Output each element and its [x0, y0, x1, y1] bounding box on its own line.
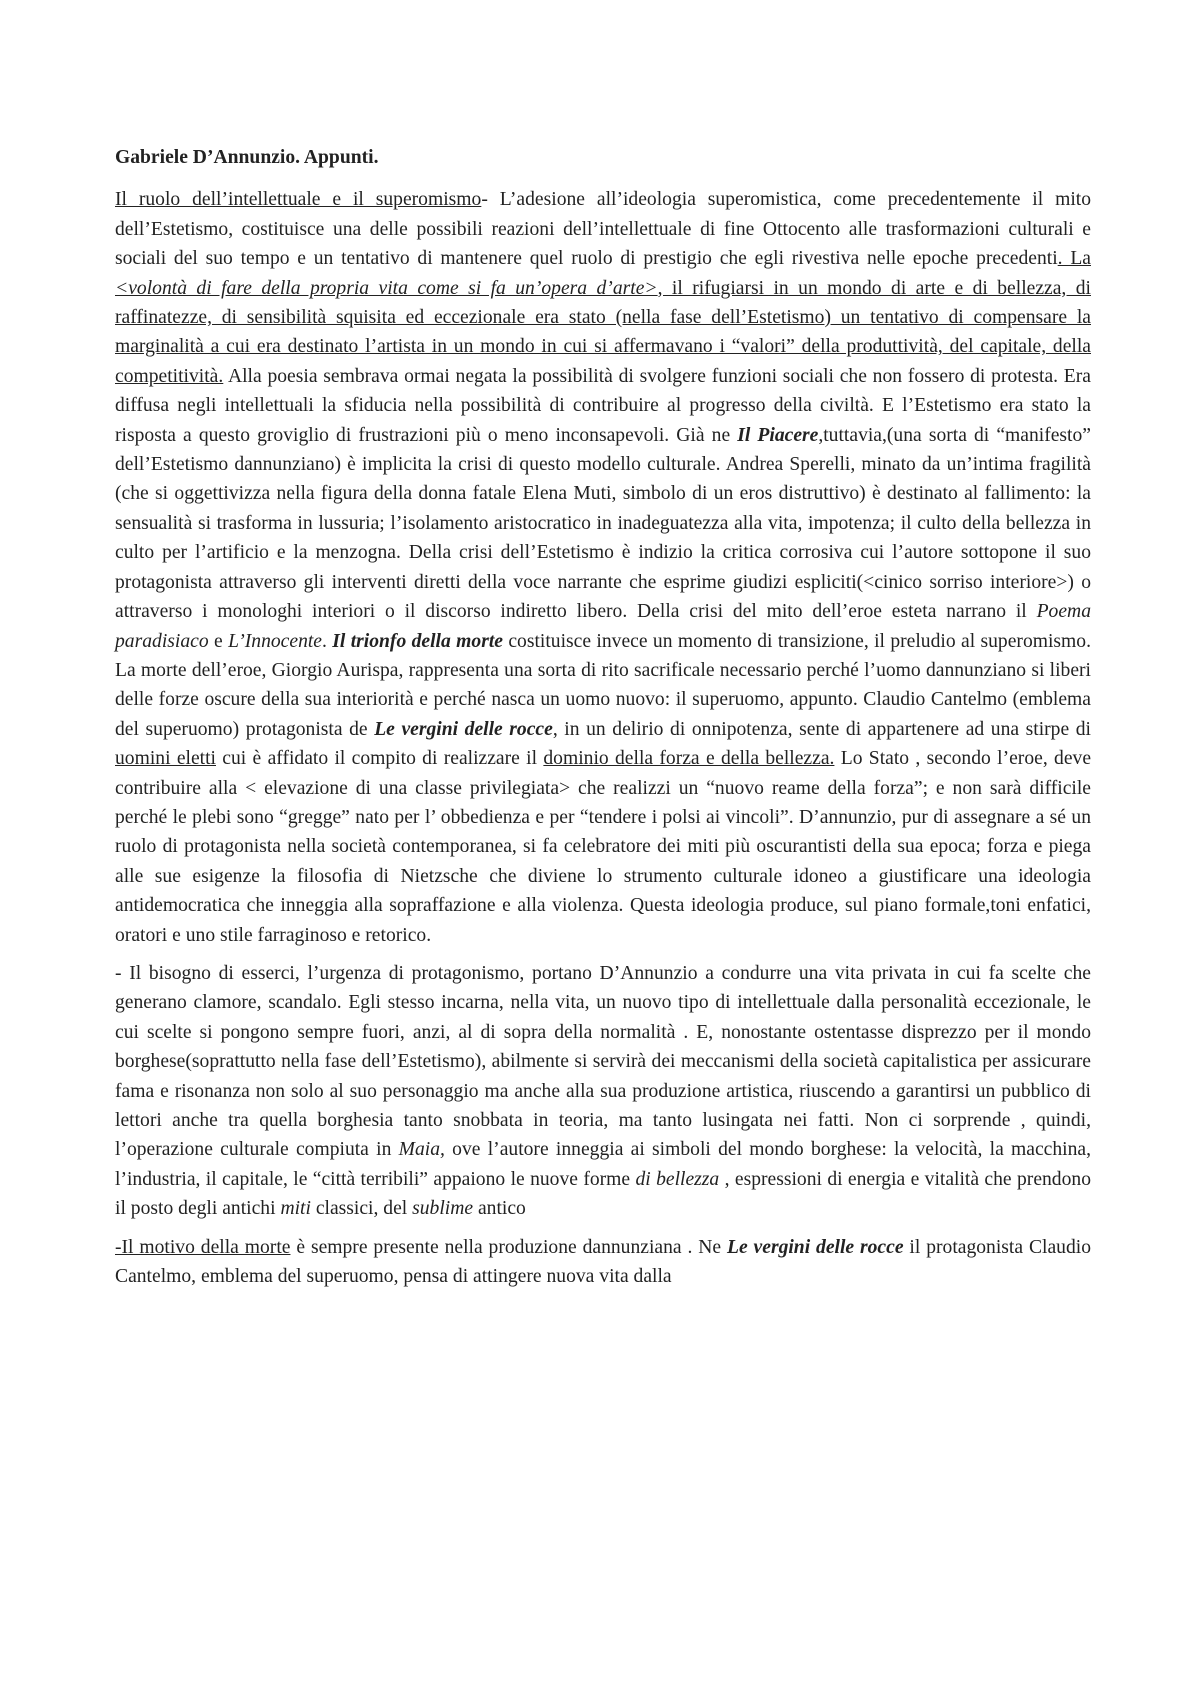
text-run: Il ruolo dell’intellettuale e il superomismo: [115, 189, 482, 211]
text-run: Le vergini delle rocce: [374, 718, 553, 740]
text-run: . La: [1057, 248, 1091, 270]
text-run: dominio della forza e della bellezza.: [543, 748, 835, 770]
text-run: Alla poesia sembrava ormai negata la possibilità di svolgere funzioni sociali che non fossero di protesta. Era diffusa negli intellettuali la sfiducia nella possibilità di contribuire al progresso della civiltà. E l’Estetismo era stato la risposta a questo groviglio di frustrazioni più o meno inconsapevoli. Già ne: [115, 365, 1091, 446]
text-run: Maia,: [398, 1139, 445, 1161]
text-run: costituisce invece un momento di transizione, il preludio al superomismo. La morte dell’eroe, Giorgio Aurispa, rappresenta una sorta di rito sacrificale necessario perché l’uomo dannunziano si liberi delle forze oscure della sua interiorità e perché nasca un uomo nuovo: il superuomo, appunto. Claudio Cantelmo (emblema del superuomo) protagonista de: [115, 630, 1091, 740]
text-run: miti: [280, 1198, 311, 1220]
text-run: Le vergini delle rocce: [727, 1236, 904, 1258]
text-run: sublime: [412, 1198, 474, 1220]
text-run: ,tuttavia,(una sorta di “manifesto” dell’Estetismo dannunziano) è implicita la crisi di questo modello culturale. Andrea Sperelli, minato da un’intima fragilità (che si oggettivizza nella figura della donna fatale Elena Muti, simbolo di un eros distruttivo) è destinato al fallimento: la sensualità si trasforma in lussuria; l’isolamento aristocratico in inadeguatezza alla vita, impotenza; il culto della bellezza in culto per l’artificio e la menzogna. Della crisi dell’Estetismo è indizio la critica corrosiva cui l’autore sottopone il suo protagonista attraverso gli interventi diretti della voce narrante che esprime giudizi espliciti(<cinico sorriso interiore>) o attraverso i monologhi interiori o il discorso indiretto libero. Della crisi del mito dell’eroe esteta narrano il: [115, 424, 1091, 623]
text-run: <volontà di fare della propria vita come si fa un’opera d’arte>: [115, 277, 658, 299]
text-run: Poema paradisiaco: [115, 601, 1091, 652]
text-run: uomini eletti: [115, 748, 216, 770]
text-run: , il rifugiarsi in un mondo di arte e di bellezza, di raffinatezze, di sensibilità squisita ed eccezionale era stato (nella fase dell’Estetismo) un tentativo di compensare la marginalità a cui era destinato l’artista in un mondo in cui si affermavano i “valori” della produttività, del capitale, della competitività.: [115, 277, 1091, 387]
text-run: - L’adesione all’ideologia superomistica, come precedentemente il mito dell’Estetismo, costituisce una delle possibili reazioni dell’intellettuale di fine Ottocento alle trasformazioni culturali e sociali del suo tempo e un tentativo di mantenere quel ruolo di prestigio che egli rivestiva nelle epoche precedenti: [115, 189, 1092, 270]
text-run: Il trionfo della morte: [332, 630, 503, 652]
text-run: il protagonista Claudio Cantelmo, emblema del superuomo, pensa di attingere nuova vita dalla: [115, 1236, 1091, 1288]
paragraph-motivo-morte: [115, 1233, 1091, 1292]
text-run: - Il bisogno di esserci, l’urgenza di protagonismo, portano D’Annunzio a condurre una vita privata in cui fa scelte che generano clamore, scandalo. Egli stesso incarna, nella vita, un nuovo tipo di intellettuale dalla personalità eccezionale, le cui scelte si pongono sempre fuori, anzi, al di sopra della normalità . E, nonostante ostentasse disprezzo per il mondo borghese(soprattutto nella fase dell’Estetismo), abilmente si servirà dei meccanismi della società capitalistica per assicurare fama e risonanza non solo al suo personaggio ma anche alla sua produzione artistica, riuscendo a garantirsi un pubblico di lettori anche tra quella borghesia tanto snobbata in teoria, ma tanto lusingata nei fatti. Non ci sorprende , quindi, l’operazione culturale compiuta in: [115, 962, 1091, 1161]
paragraph-superomismo: [115, 185, 1091, 950]
text-run: , in un delirio di onnipotenza, sente di appartenere ad una stirpe di: [552, 718, 1092, 740]
text-run: .: [322, 630, 333, 652]
text-run: di bellezza: [635, 1168, 720, 1190]
paragraph-protagonismo: [115, 959, 1091, 1224]
text-run: è sempre presente nella produzione dannunziana . Ne: [290, 1236, 727, 1258]
text-run: e: [208, 630, 229, 652]
text-run: -Il motivo della morte: [115, 1236, 291, 1258]
document-title: Gabriele D’Annunzio. Appunti.: [115, 147, 379, 168]
text-run: Il Piacere: [737, 424, 819, 446]
text-run: antico: [473, 1198, 526, 1220]
text-run: cui è affidato il compito di realizzare il: [216, 748, 544, 770]
text-run: classici, del: [310, 1198, 413, 1220]
text-run: ove l’autore inneggia ai simboli del mondo borghese: la velocità, la macchina, l’industria, il capitale, le “città terribili” appaiono le nuove forme: [115, 1139, 1091, 1190]
text-run: L’Innocente: [228, 630, 323, 652]
text-run: , espressioni di energia e vitalità che prendono il posto degli antichi: [115, 1168, 1091, 1220]
text-run: Lo Stato , secondo l’eroe, deve contribuire alla < elevazione di una classe privilegiata> che realizzi un “nuovo reame della forza”; e non sarà difficile perché le plebi sono “gregge” nato per l’ obbedienza e per “tendere i polsi ai vincoli”. D’annunzio, pur di assegnare a sé un ruolo di protagonista nella società contemporanea, si fa celebratore dei miti più oscurantisti della sua epoca; forza e piega alle sue esigenze la filosofia di Nietzsche che diviene lo strumento culturale idoneo a giustificare una ideologia antidemocratica che inneggia alla sopraffazione e alla violenza. Questa ideologia produce, sul piano formale,toni enfatici, oratori e uno stile farraginoso e retorico.: [115, 748, 1092, 946]
